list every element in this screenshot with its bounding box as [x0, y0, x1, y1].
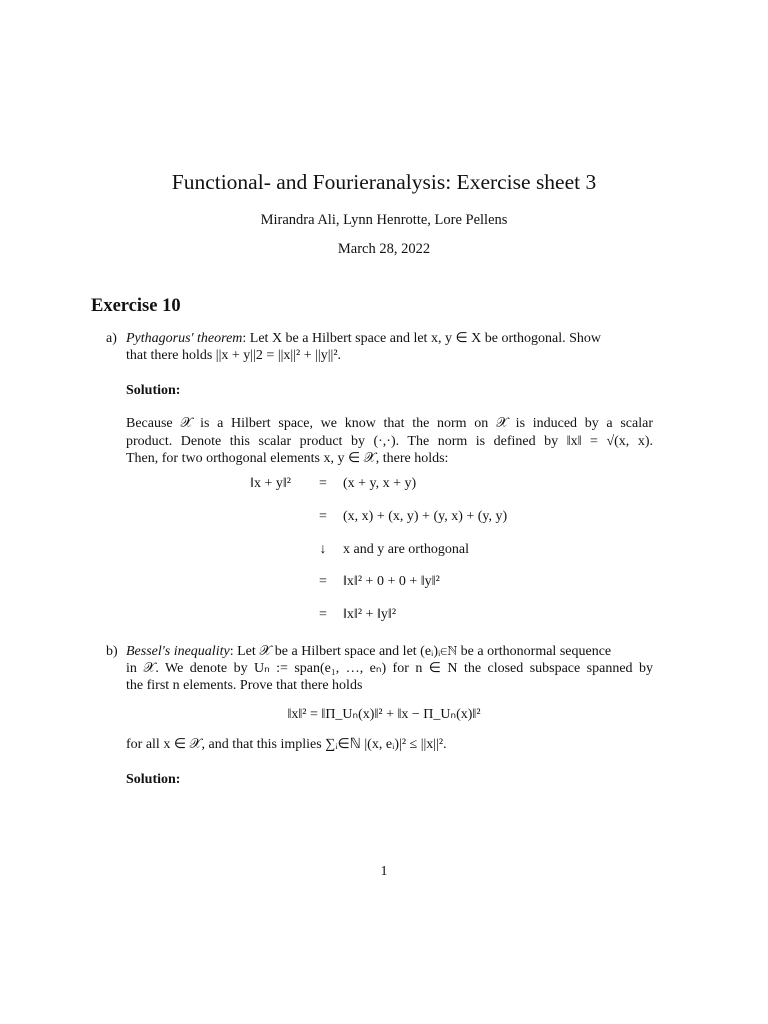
part-a-statement-line1 — [126, 330, 653, 348]
part-b-statement-line1 — [126, 643, 653, 661]
derivation-rhs: ‖x‖² + 0 + 0 + ‖y‖² — [343, 574, 440, 589]
derivation-rhs: (x, x) + (x, y) + (y, x) + (y, y) — [343, 509, 508, 524]
derivation-note: x and y are orthogonal — [343, 542, 469, 557]
statement-text: : Let X be a Hilbert space and let x, y ∈ X be orthogonal. Show — [242, 331, 602, 346]
part-a-label: a) — [106, 331, 117, 346]
part-a-solution-label: Solution: — [126, 383, 181, 398]
derivation-rhs: ‖x‖² + ‖y‖² — [343, 607, 397, 622]
part-b-statement-line2 — [126, 660, 653, 678]
theorem-name: Bessel's inequality — [126, 644, 230, 659]
part-b-statement-line3: the first n elements. Prove that there holds — [126, 678, 363, 693]
part-b-solution-label: Solution: — [126, 772, 181, 787]
derivation-relation: = — [319, 509, 327, 524]
derivation-relation: = — [319, 607, 327, 622]
part-b-label: b) — [106, 644, 118, 659]
exercise-heading: Exercise 10 — [91, 296, 181, 316]
statement-text: : Let 𝒳 be a Hilbert space and let (eᵢ)ᵢ∈ℕ be a orthonormal sequence — [229, 644, 612, 659]
paragraph-line: product. Denote this scalar product by (·,·). The norm is defined by ‖x‖ = √(x, x). — [126, 433, 653, 449]
page-number: 1 — [380, 864, 388, 879]
date: March 28, 2022 — [337, 241, 431, 257]
display-equation: ‖x‖² = ‖Π_Uₙ(x)‖² + ‖x − Π_Uₙ(x)‖² — [287, 707, 481, 722]
derivation-relation: = — [319, 476, 327, 491]
page-title: Functional- and Fourieranalysis: Exercise sheet 3 — [171, 170, 597, 194]
theorem-name: Pythagorus' theorem — [126, 331, 243, 346]
part-a-statement-line2: that there holds ||x + y||2 = ||x||² + ||y||². — [126, 348, 342, 363]
part-b-statement-line4: for all x ∈ 𝒳, and that this implies ∑ᵢ∈ℕ |(x, eᵢ)|² ≤ ||x||². — [126, 737, 447, 752]
derivation-relation: = — [319, 574, 327, 589]
authors: Mirandra Ali, Lynn Henrotte, Lore Pellens — [260, 212, 508, 228]
derivation-lhs: ‖x + y‖² — [250, 476, 291, 491]
derivation-arrow: ↓ — [319, 542, 327, 557]
paragraph-line: Because 𝒳 is a Hilbert space, we know that the norm on 𝒳 is induced by a scalar — [126, 416, 653, 431]
statement-text: in 𝒳. We denote by Uₙ := span(e₁, …, eₙ) for n ∈ N the closed subspace spanned by — [126, 661, 653, 676]
paragraph-line: Then, for two orthogonal elements x, y ∈ 𝒳, there holds: — [126, 451, 449, 466]
derivation-rhs: (x + y, x + y) — [343, 476, 417, 491]
part-a-solution-paragraph — [126, 415, 653, 468]
